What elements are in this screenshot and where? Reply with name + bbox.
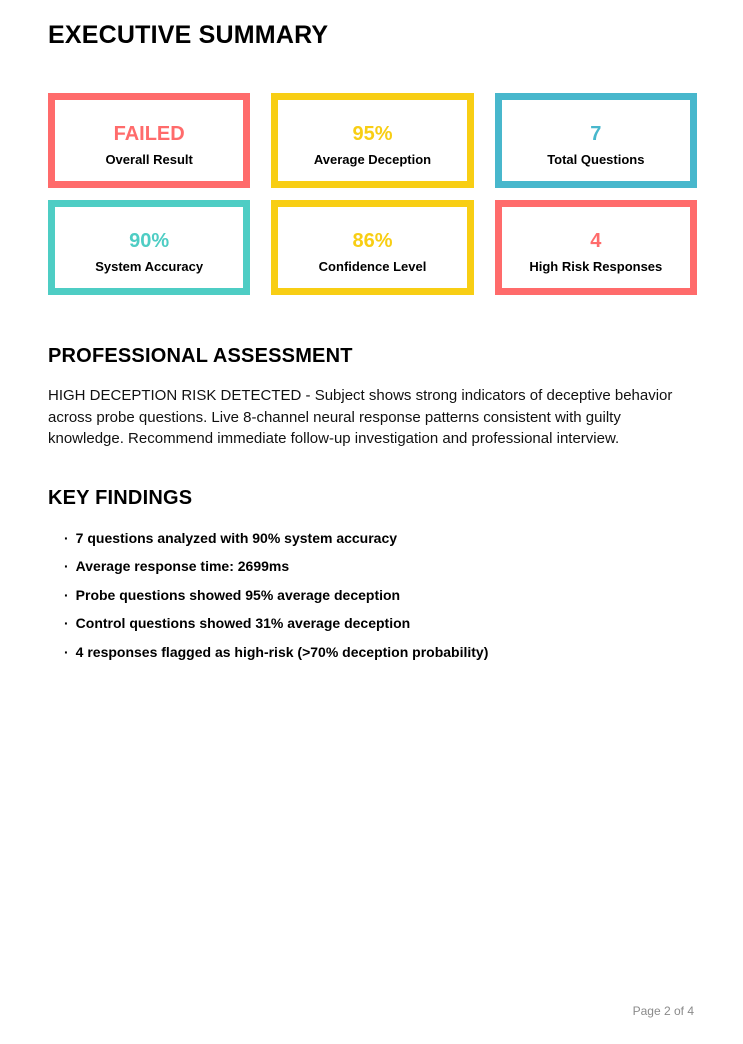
summary-card	[271, 200, 473, 295]
card-value: 7	[590, 122, 602, 145]
card-value: 95%	[352, 122, 393, 145]
card-label: Overall Result	[105, 151, 193, 167]
finding-text: Control questions showed 31% average deception	[75, 615, 411, 632]
summary-cards	[48, 93, 697, 295]
card-label: Total Questions	[547, 151, 645, 167]
page-title: EXECUTIVE SUMMARY	[48, 21, 329, 49]
finding-item	[64, 557, 697, 575]
card-label: High Risk Responses	[529, 258, 663, 274]
finding-text: Probe questions showed 95% average deception	[75, 586, 401, 603]
card-label: Average Deception	[313, 151, 432, 167]
professional-assessment-heading: PROFESSIONAL ASSESSMENT	[48, 345, 353, 368]
professional-assessment-text: HIGH DECEPTION RISK DETECTED - Subject shows strong indicators of deceptive behavior across probe questions. Live 8-channel neural response patterns consistent with guilty knowledge. Recommend immediate follow-up investigation and professional interview.	[48, 387, 673, 448]
finding-text: 4 responses flagged as high-risk (>70% deception probability)	[75, 643, 489, 660]
bullet-dot-icon: ·	[64, 643, 69, 660]
bullet-dot-icon: ·	[64, 586, 69, 603]
summary-card	[271, 93, 473, 188]
finding-text: Average response time: 2699ms	[75, 558, 290, 575]
finding-item	[64, 643, 697, 661]
page-number: Page 2 of 4	[632, 1004, 694, 1018]
finding-item	[64, 614, 697, 632]
key-findings-heading: KEY FINDINGS	[48, 486, 193, 509]
card-value: FAILED	[113, 122, 185, 145]
bullet-dot-icon: ·	[64, 558, 69, 575]
summary-card	[48, 200, 250, 295]
summary-card	[495, 93, 697, 188]
finding-text: 7 questions analyzed with 90% system accuracy	[75, 529, 398, 546]
bullet-dot-icon: ·	[64, 529, 69, 546]
finding-item	[64, 529, 697, 547]
bullet-dot-icon: ·	[64, 615, 69, 632]
card-value: 90%	[129, 229, 170, 252]
card-label: System Accuracy	[95, 258, 204, 274]
card-value: 4	[590, 229, 602, 252]
summary-card	[495, 200, 697, 295]
card-label: Confidence Level	[318, 258, 427, 274]
finding-item	[64, 586, 697, 604]
card-value: 86%	[352, 229, 393, 252]
key-findings-list	[48, 529, 697, 661]
summary-card	[48, 93, 250, 188]
